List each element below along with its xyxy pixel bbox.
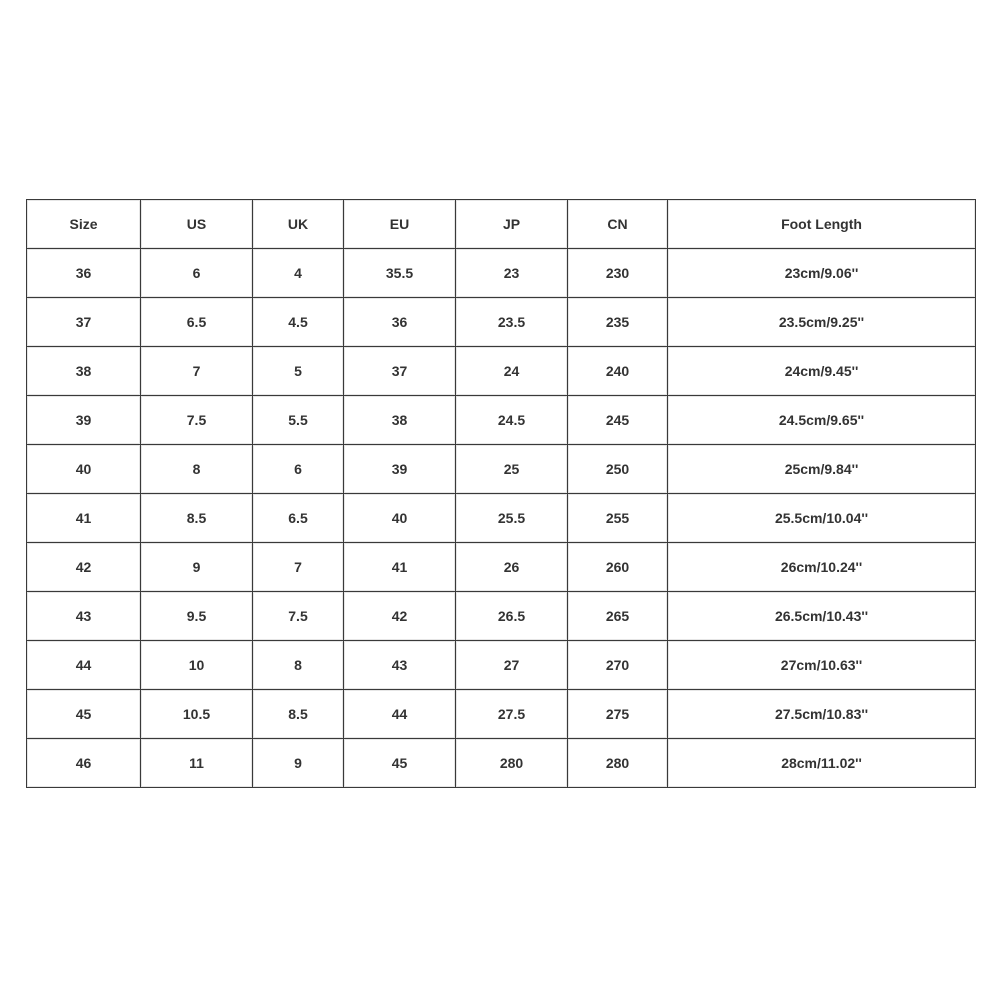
cell-size: 45 <box>27 690 141 739</box>
cell-eu: 41 <box>344 543 456 592</box>
cell-eu: 40 <box>344 494 456 543</box>
cell-eu: 45 <box>344 739 456 788</box>
cell-uk: 6.5 <box>253 494 344 543</box>
cell-foot-length: 23cm/9.06'' <box>668 249 976 298</box>
table-row <box>27 690 976 739</box>
cell-size: 37 <box>27 298 141 347</box>
cell-us: 10.5 <box>141 690 253 739</box>
header-uk: UK <box>253 200 344 249</box>
cell-foot-length: 23.5cm/9.25'' <box>668 298 976 347</box>
cell-uk: 7 <box>253 543 344 592</box>
cell-jp: 27.5 <box>456 690 568 739</box>
cell-size: 46 <box>27 739 141 788</box>
table-row <box>27 543 976 592</box>
cell-size: 36 <box>27 249 141 298</box>
cell-us: 6 <box>141 249 253 298</box>
cell-us: 9.5 <box>141 592 253 641</box>
table-row <box>27 396 976 445</box>
cell-eu: 38 <box>344 396 456 445</box>
cell-foot-length: 24cm/9.45'' <box>668 347 976 396</box>
cell-cn: 255 <box>568 494 668 543</box>
header-jp: JP <box>456 200 568 249</box>
cell-jp: 27 <box>456 641 568 690</box>
table-row <box>27 494 976 543</box>
cell-uk: 9 <box>253 739 344 788</box>
cell-jp: 23.5 <box>456 298 568 347</box>
cell-size: 43 <box>27 592 141 641</box>
cell-us: 10 <box>141 641 253 690</box>
cell-cn: 235 <box>568 298 668 347</box>
cell-eu: 42 <box>344 592 456 641</box>
cell-uk: 8 <box>253 641 344 690</box>
cell-size: 41 <box>27 494 141 543</box>
size-chart-table <box>26 199 976 788</box>
cell-cn: 275 <box>568 690 668 739</box>
cell-uk: 4.5 <box>253 298 344 347</box>
cell-foot-length: 26.5cm/10.43'' <box>668 592 976 641</box>
cell-foot-length: 27.5cm/10.83'' <box>668 690 976 739</box>
cell-foot-length: 25.5cm/10.04'' <box>668 494 976 543</box>
table-body <box>27 249 976 788</box>
table-row <box>27 445 976 494</box>
header-row <box>27 200 976 249</box>
header-foot-length: Foot Length <box>668 200 976 249</box>
cell-cn: 280 <box>568 739 668 788</box>
cell-eu: 43 <box>344 641 456 690</box>
cell-us: 7 <box>141 347 253 396</box>
table-row <box>27 641 976 690</box>
cell-us: 7.5 <box>141 396 253 445</box>
table-row <box>27 249 976 298</box>
cell-foot-length: 25cm/9.84'' <box>668 445 976 494</box>
cell-size: 38 <box>27 347 141 396</box>
cell-size: 39 <box>27 396 141 445</box>
cell-jp: 280 <box>456 739 568 788</box>
cell-jp: 24 <box>456 347 568 396</box>
cell-uk: 4 <box>253 249 344 298</box>
cell-jp: 24.5 <box>456 396 568 445</box>
cell-cn: 230 <box>568 249 668 298</box>
cell-eu: 39 <box>344 445 456 494</box>
cell-cn: 260 <box>568 543 668 592</box>
cell-jp: 26 <box>456 543 568 592</box>
cell-eu: 37 <box>344 347 456 396</box>
cell-cn: 245 <box>568 396 668 445</box>
cell-size: 40 <box>27 445 141 494</box>
cell-jp: 25.5 <box>456 494 568 543</box>
cell-cn: 240 <box>568 347 668 396</box>
header-us: US <box>141 200 253 249</box>
cell-size: 42 <box>27 543 141 592</box>
cell-foot-length: 24.5cm/9.65'' <box>668 396 976 445</box>
cell-eu: 44 <box>344 690 456 739</box>
cell-uk: 5 <box>253 347 344 396</box>
cell-eu: 35.5 <box>344 249 456 298</box>
cell-foot-length: 27cm/10.63'' <box>668 641 976 690</box>
cell-cn: 265 <box>568 592 668 641</box>
cell-cn: 270 <box>568 641 668 690</box>
cell-eu: 36 <box>344 298 456 347</box>
cell-uk: 5.5 <box>253 396 344 445</box>
header-cn: CN <box>568 200 668 249</box>
header-size: Size <box>27 200 141 249</box>
cell-foot-length: 26cm/10.24'' <box>668 543 976 592</box>
cell-us: 6.5 <box>141 298 253 347</box>
cell-jp: 23 <box>456 249 568 298</box>
cell-foot-length: 28cm/11.02'' <box>668 739 976 788</box>
table-row <box>27 739 976 788</box>
cell-us: 8 <box>141 445 253 494</box>
cell-uk: 8.5 <box>253 690 344 739</box>
cell-us: 9 <box>141 543 253 592</box>
table-row <box>27 347 976 396</box>
cell-jp: 25 <box>456 445 568 494</box>
cell-uk: 6 <box>253 445 344 494</box>
table-row <box>27 298 976 347</box>
cell-cn: 250 <box>568 445 668 494</box>
cell-us: 8.5 <box>141 494 253 543</box>
cell-us: 11 <box>141 739 253 788</box>
header-eu: EU <box>344 200 456 249</box>
cell-uk: 7.5 <box>253 592 344 641</box>
cell-jp: 26.5 <box>456 592 568 641</box>
cell-size: 44 <box>27 641 141 690</box>
table-row <box>27 592 976 641</box>
